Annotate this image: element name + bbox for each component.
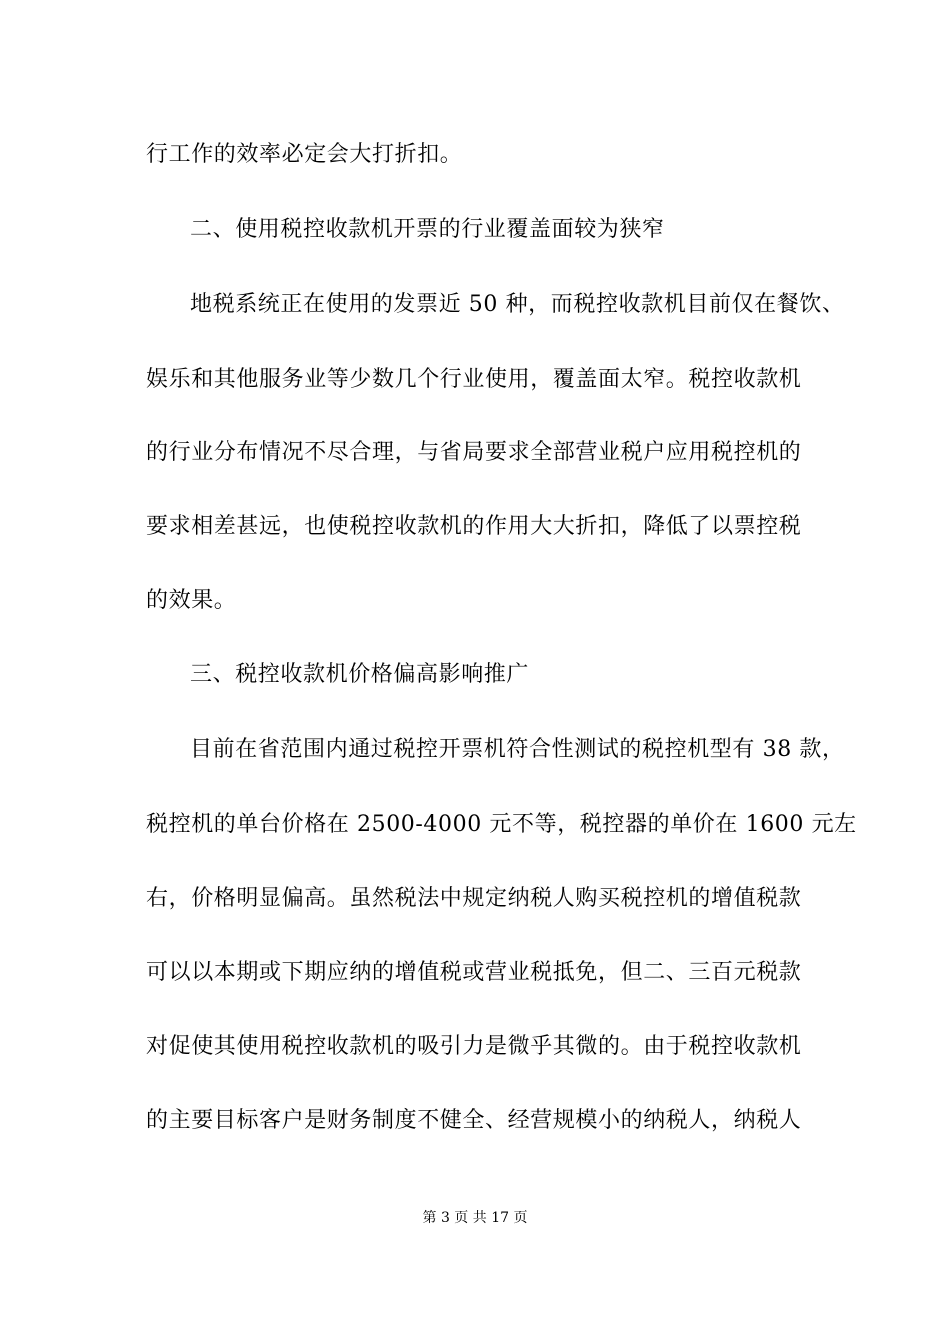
paragraph-line: 可以以本期或下期应纳的增值税或营业税抵免，但二、三百元税款 bbox=[146, 960, 802, 985]
paragraph-line: 地税系统正在使用的发票近 50 种，而税控收款机目前仅在餐饮、 bbox=[190, 292, 845, 317]
paragraph-line: 要求相差甚远，也使税控收款机的作用大大折扣，降低了以票控税 bbox=[146, 514, 802, 539]
paragraph-line: 的行业分布情况不尽合理，与省局要求全部营业税户应用税控机的 bbox=[146, 440, 802, 465]
paragraph-line: 的效果。 bbox=[146, 588, 237, 613]
paragraph-line: 行工作的效率必定会大打折扣。 bbox=[146, 142, 463, 167]
paragraph-line: 右，价格明显偏高。虽然税法中规定纳税人购买税控机的增值税款 bbox=[146, 886, 802, 911]
section-heading: 三、税控收款机价格偏高影响推广 bbox=[190, 662, 530, 687]
section-heading: 二、使用税控收款机开票的行业覆盖面较为狭窄 bbox=[190, 217, 665, 242]
paragraph-line: 税控机的单台价格在 2500-4000 元不等，税控器的单价在 1600 元左 bbox=[146, 812, 857, 837]
paragraph-line: 目前在省范围内通过税控开票机符合性测试的税控机型有 38 款， bbox=[190, 737, 845, 762]
paragraph-line: 娱乐和其他服务业等少数几个行业使用，覆盖面太窄。税控收款机 bbox=[146, 367, 802, 392]
page-number-footer: 第 3 页 共 17 页 bbox=[422, 1210, 528, 1226]
paragraph-line: 对促使其使用税控收款机的吸引力是微乎其微的。由于税控收款机 bbox=[146, 1034, 802, 1059]
paragraph-line: 的主要目标客户是财务制度不健全、经营规模小的纳税人，纳税人 bbox=[146, 1108, 802, 1133]
